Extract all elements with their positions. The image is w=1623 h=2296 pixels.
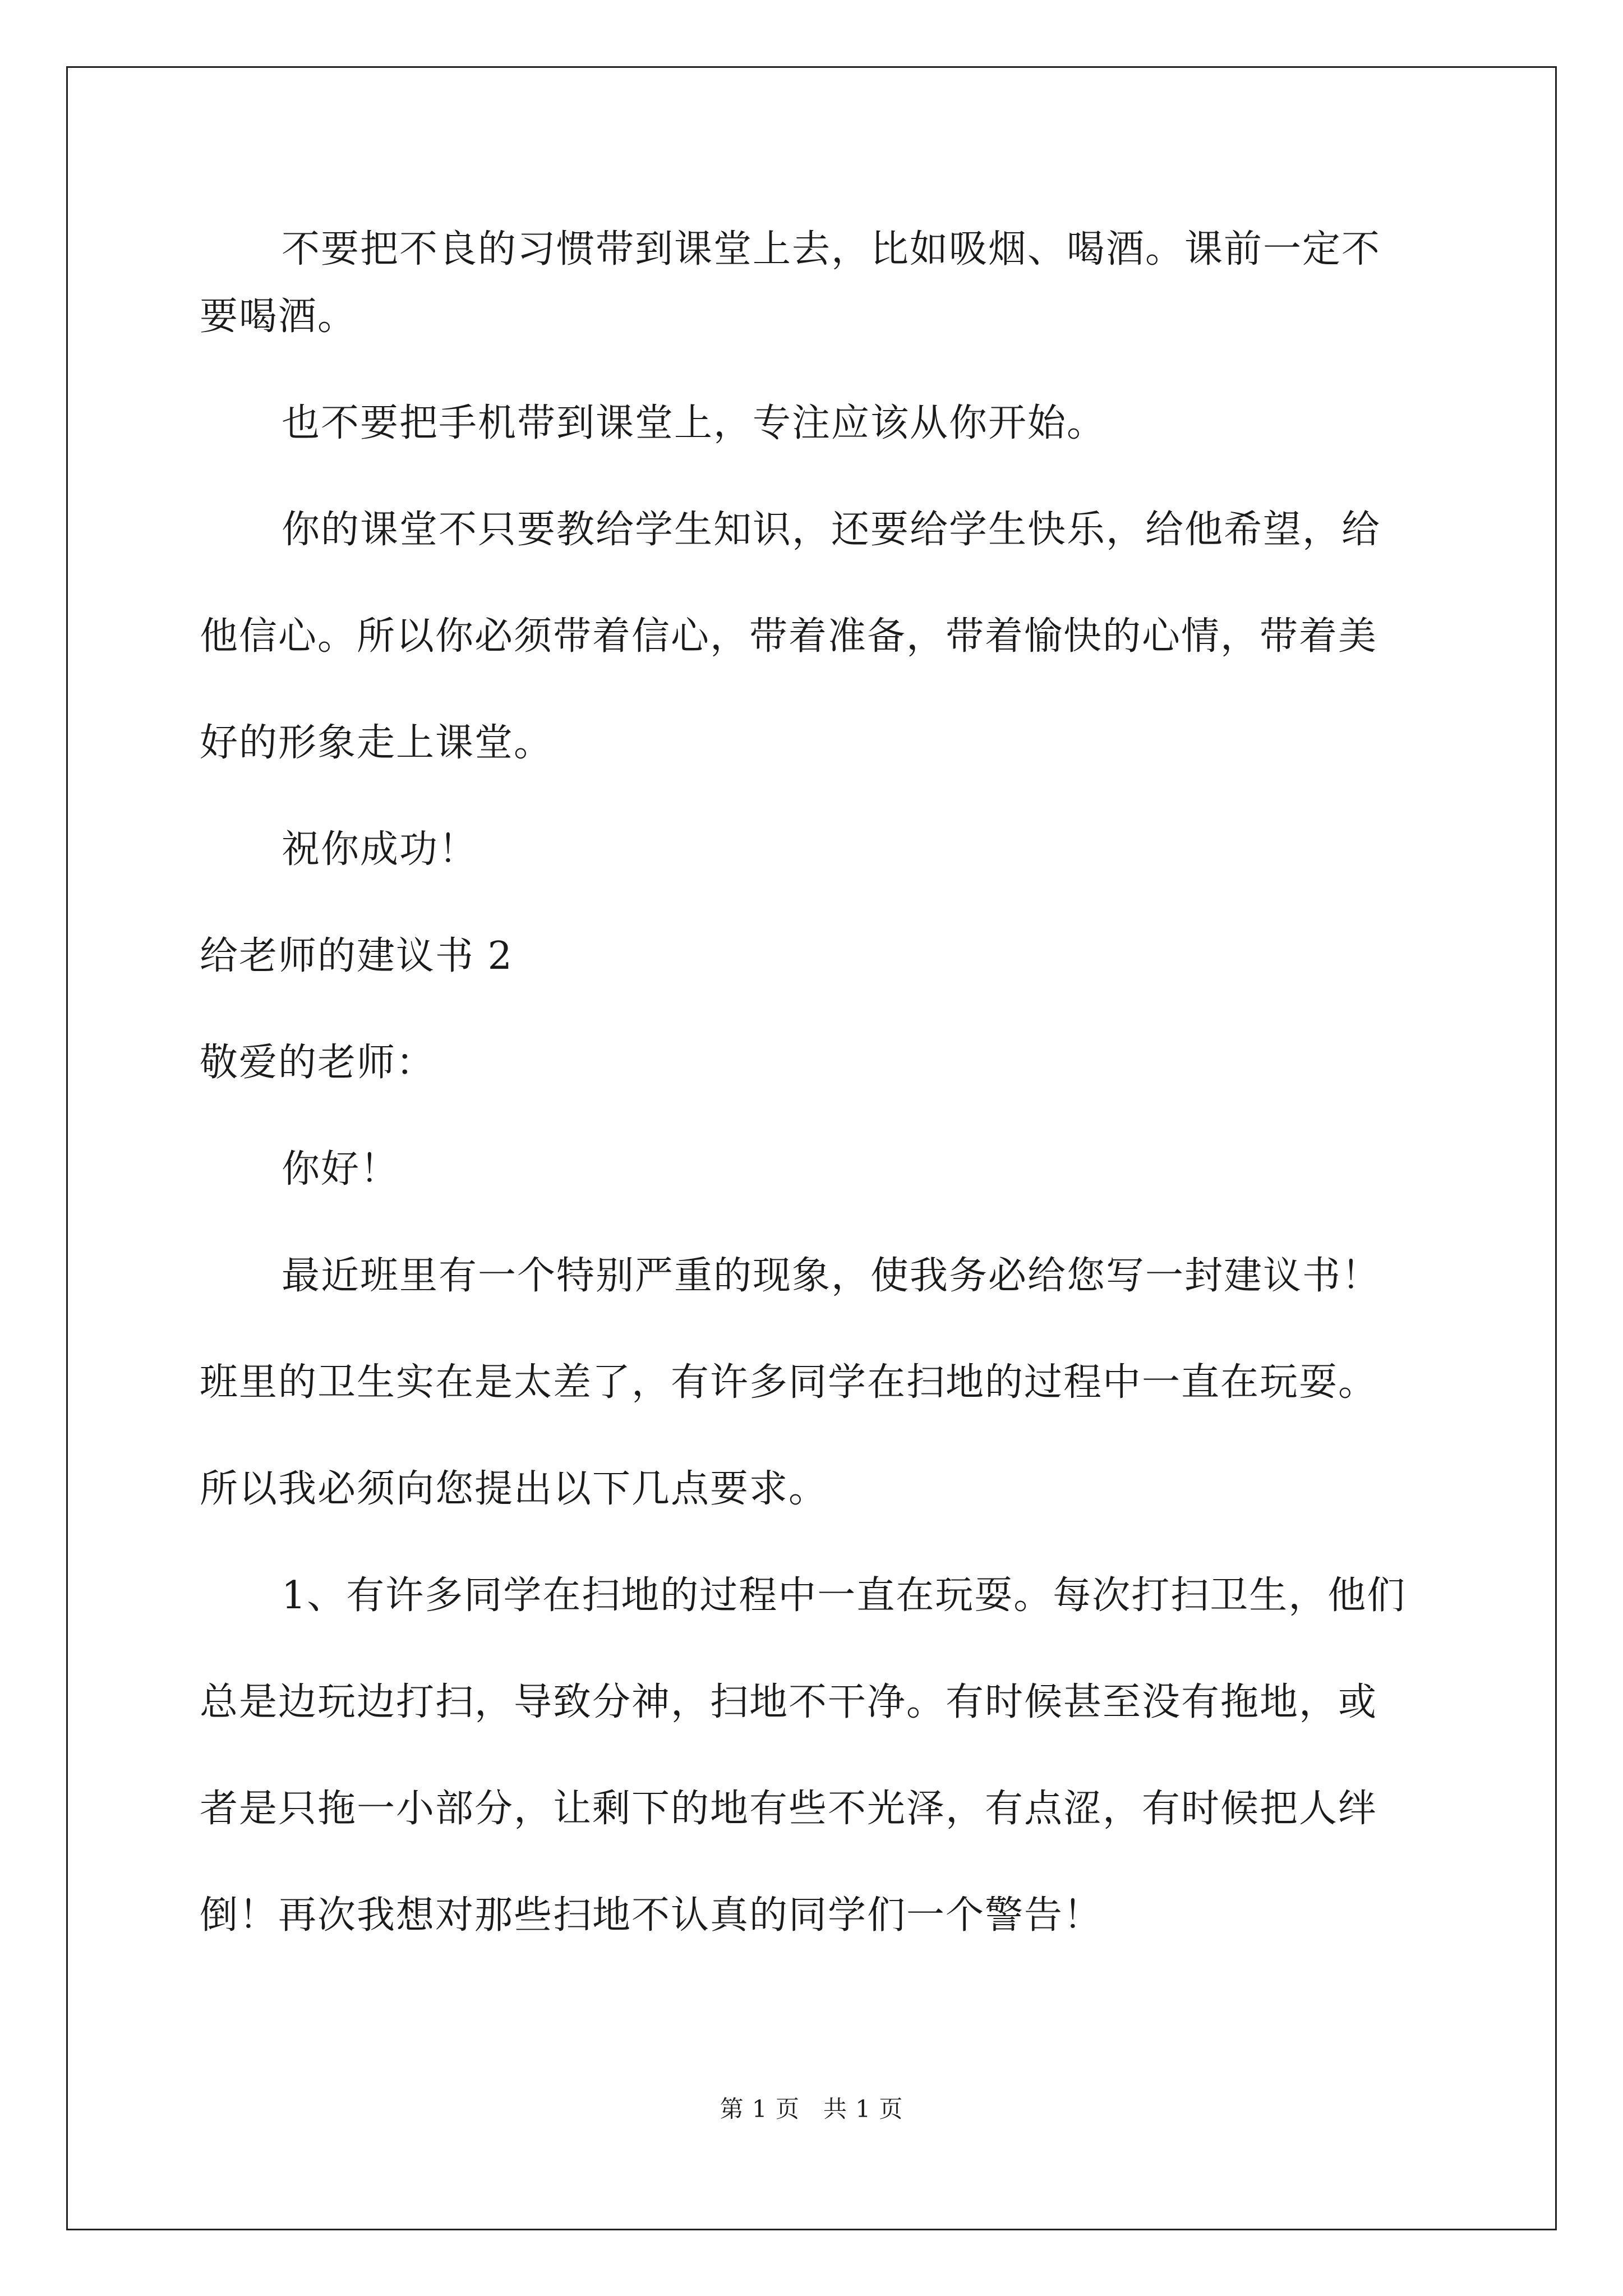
salutation: 敬爱的老师： (200, 1041, 436, 1085)
text-line: 要喝酒。 (200, 295, 357, 339)
text-line: 1、有许多同学在扫地的过程中一直在玩耍。每次打扫卫生，他们 (282, 1573, 1407, 1618)
text-line: 他信心。所以你必须带着信心，带着准备，带着愉快的心情，带着美 (200, 614, 1378, 659)
text-line: 祝你成功！ (282, 827, 478, 872)
page-total: 共 1 页 (823, 2095, 903, 2123)
section-heading: 给老师的建议书 2 (200, 934, 513, 978)
text-line: 也不要把手机带到课堂上，专注应该从你开始。 (282, 401, 1106, 445)
page-footer (0, 2095, 1623, 2123)
page-number: 第 1 页 (720, 2095, 800, 2123)
text-line: 班里的卫生实在是太差了，有许多同学在扫地的过程中一直在玩耍。 (200, 1360, 1378, 1405)
greeting: 你好！ (282, 1147, 400, 1191)
text-line: 不要把不良的习惯带到课堂上去，比如吸烟、喝酒。课前一定不 (282, 227, 1381, 272)
text-line: 总是边玩边打扫，导致分神，扫地不干净。有时候甚至没有拖地，或 (200, 1680, 1378, 1724)
text-line: 所以我必须向您提出以下几点要求。 (200, 1467, 828, 1511)
text-line: 好的形象走上课堂。 (200, 721, 554, 765)
text-line: 者是只拖一小部分，让剩下的地有些不光泽，有点涩，有时候把人绊 (200, 1787, 1378, 1831)
text-line: 最近班里有一个特别严重的现象，使我务必给您写一封建议书！ (282, 1254, 1381, 1298)
text-line: 你的课堂不只要教给学生知识，还要给学生快乐，给他希望，给 (282, 508, 1381, 552)
text-line: 倒！再次我想对那些扫地不认真的同学们一个警告！ (200, 1893, 1103, 1938)
